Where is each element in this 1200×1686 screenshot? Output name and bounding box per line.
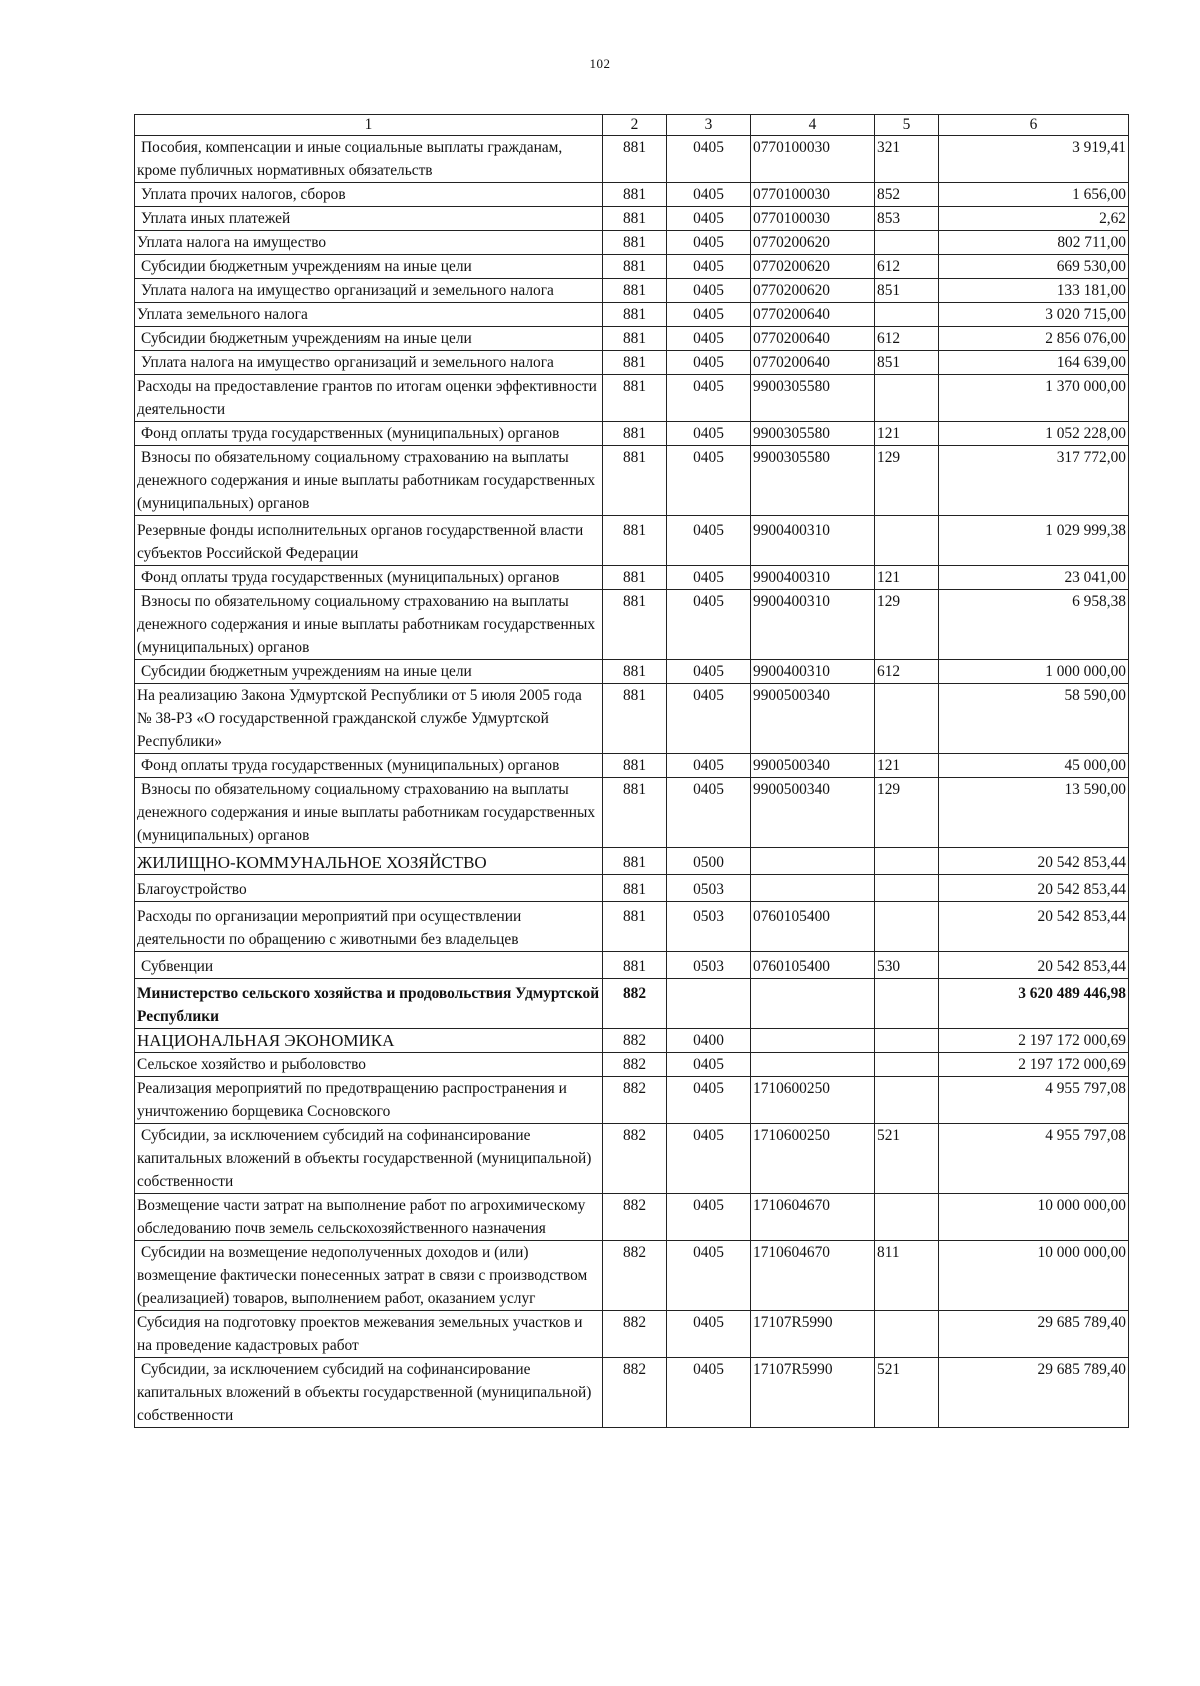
row-section-cell — [667, 979, 751, 1029]
row-target-cell: 9900400310 — [751, 516, 875, 566]
row-name-cell: ЖИЛИЩНО-КОММУНАЛЬНОЕ ХОЗЯЙСТВО — [135, 848, 603, 875]
row-target-cell — [751, 979, 875, 1029]
row-target-cell: 9900305580 — [751, 422, 875, 446]
row-code-cell: 881 — [603, 207, 667, 231]
row-amount-cell: 29 685 789,40 — [939, 1358, 1129, 1428]
table-row — [135, 351, 1129, 375]
row-amount-cell: 6 958,38 — [939, 590, 1129, 660]
row-amount-cell: 1 370 000,00 — [939, 375, 1129, 422]
row-code-cell: 881 — [603, 327, 667, 351]
row-code-cell: 882 — [603, 1077, 667, 1124]
row-amount-cell: 1 656,00 — [939, 183, 1129, 207]
row-section-cell: 0405 — [667, 566, 751, 590]
row-section-cell: 0405 — [667, 446, 751, 516]
row-type-cell: 851 — [875, 279, 939, 303]
row-target-cell: 9900500340 — [751, 684, 875, 754]
column-header: 2 — [603, 115, 667, 136]
row-code-cell: 881 — [603, 952, 667, 979]
row-type-cell: 521 — [875, 1124, 939, 1194]
row-type-cell — [875, 902, 939, 952]
row-name-cell: Взносы по обязательному социальному страхованию на выплаты денежного содержания и иные выплаты работникам государственных (муниципальных) органов — [135, 590, 603, 660]
row-name-cell: Уплата налога на имущество — [135, 231, 603, 255]
table-row — [135, 979, 1129, 1029]
row-amount-cell: 29 685 789,40 — [939, 1311, 1129, 1358]
column-header: 5 — [875, 115, 939, 136]
table-row — [135, 1358, 1129, 1428]
row-type-cell — [875, 1029, 939, 1053]
row-amount-cell: 58 590,00 — [939, 684, 1129, 754]
row-target-cell: 9900305580 — [751, 446, 875, 516]
row-section-cell: 0405 — [667, 303, 751, 327]
row-section-cell: 0500 — [667, 848, 751, 875]
row-amount-cell: 2 856 076,00 — [939, 327, 1129, 351]
row-target-cell: 17107R5990 — [751, 1358, 875, 1428]
row-target-cell: 0770200620 — [751, 279, 875, 303]
row-type-cell — [875, 303, 939, 327]
column-header: 6 — [939, 115, 1129, 136]
row-code-cell: 881 — [603, 660, 667, 684]
row-amount-cell: 13 590,00 — [939, 778, 1129, 848]
row-type-cell — [875, 375, 939, 422]
table-row — [135, 516, 1129, 566]
row-amount-cell: 133 181,00 — [939, 279, 1129, 303]
row-amount-cell: 20 542 853,44 — [939, 848, 1129, 875]
column-header: 1 — [135, 115, 603, 136]
row-code-cell: 881 — [603, 875, 667, 902]
row-section-cell: 0405 — [667, 1241, 751, 1311]
row-target-cell: 0770100030 — [751, 183, 875, 207]
row-section-cell: 0503 — [667, 902, 751, 952]
row-target-cell: 0770200640 — [751, 303, 875, 327]
row-section-cell: 0405 — [667, 207, 751, 231]
row-target-cell: 0770100030 — [751, 207, 875, 231]
table-row — [135, 778, 1129, 848]
row-name-cell: Фонд оплаты труда государственных (муниципальных) органов — [135, 754, 603, 778]
row-code-cell: 882 — [603, 1053, 667, 1077]
table-row — [135, 848, 1129, 875]
row-name-cell: Расходы по организации мероприятий при осуществлении деятельности по обращению с животными без владельцев — [135, 902, 603, 952]
table-row — [135, 231, 1129, 255]
table-header-row — [135, 115, 1129, 136]
row-name-cell: На реализацию Закона Удмуртской Республики от 5 июля 2005 года № 38-РЗ «О государственной гражданской службе Удмуртской Республики» — [135, 684, 603, 754]
row-target-cell: 1710604670 — [751, 1241, 875, 1311]
table-row — [135, 1077, 1129, 1124]
row-amount-cell: 4 955 797,08 — [939, 1077, 1129, 1124]
row-section-cell: 0503 — [667, 952, 751, 979]
row-section-cell: 0405 — [667, 590, 751, 660]
row-target-cell: 9900305580 — [751, 375, 875, 422]
row-amount-cell: 4 955 797,08 — [939, 1124, 1129, 1194]
row-type-cell: 129 — [875, 778, 939, 848]
row-code-cell: 881 — [603, 136, 667, 183]
row-code-cell: 881 — [603, 566, 667, 590]
row-name-cell: Взносы по обязательному социальному страхованию на выплаты денежного содержания и иные выплаты работникам государственных (муниципальных) органов — [135, 778, 603, 848]
row-target-cell — [751, 1053, 875, 1077]
row-amount-cell: 164 639,00 — [939, 351, 1129, 375]
row-target-cell — [751, 848, 875, 875]
row-type-cell: 121 — [875, 754, 939, 778]
row-section-cell: 0405 — [667, 422, 751, 446]
row-section-cell: 0405 — [667, 1124, 751, 1194]
row-target-cell: 0770200640 — [751, 327, 875, 351]
row-code-cell: 882 — [603, 1029, 667, 1053]
table-row — [135, 207, 1129, 231]
row-type-cell — [875, 848, 939, 875]
row-type-cell: 811 — [875, 1241, 939, 1311]
row-code-cell: 882 — [603, 979, 667, 1029]
row-amount-cell: 10 000 000,00 — [939, 1194, 1129, 1241]
row-section-cell: 0405 — [667, 1358, 751, 1428]
row-section-cell: 0405 — [667, 231, 751, 255]
column-header: 3 — [667, 115, 751, 136]
table-row — [135, 303, 1129, 327]
row-name-cell: Субсидии бюджетным учреждениям на иные цели — [135, 327, 603, 351]
row-section-cell: 0405 — [667, 1311, 751, 1358]
row-target-cell: 9900400310 — [751, 566, 875, 590]
row-section-cell: 0405 — [667, 327, 751, 351]
row-amount-cell: 20 542 853,44 — [939, 902, 1129, 952]
row-target-cell: 1710604670 — [751, 1194, 875, 1241]
row-name-cell: Резервные фонды исполнительных органов государственной власти субъектов Российской Федерации — [135, 516, 603, 566]
row-name-cell: Реализация мероприятий по предотвращению распространения и уничтожению борщевика Сосновского — [135, 1077, 603, 1124]
table-row — [135, 375, 1129, 422]
row-name-cell: Расходы на предоставление грантов по итогам оценки эффективности деятельности — [135, 375, 603, 422]
row-amount-cell: 23 041,00 — [939, 566, 1129, 590]
table-row — [135, 660, 1129, 684]
row-type-cell: 321 — [875, 136, 939, 183]
row-code-cell: 881 — [603, 902, 667, 952]
row-target-cell: 1710600250 — [751, 1124, 875, 1194]
row-section-cell: 0405 — [667, 1194, 751, 1241]
table-row — [135, 754, 1129, 778]
row-name-cell: Субсидии бюджетным учреждениям на иные цели — [135, 255, 603, 279]
row-section-cell: 0405 — [667, 279, 751, 303]
row-type-cell: 521 — [875, 1358, 939, 1428]
row-code-cell: 881 — [603, 279, 667, 303]
row-name-cell: Взносы по обязательному социальному страхованию на выплаты денежного содержания и иные выплаты работникам государственных (муниципальных) органов — [135, 446, 603, 516]
row-target-cell: 0770100030 — [751, 136, 875, 183]
row-name-cell: Фонд оплаты труда государственных (муниципальных) органов — [135, 566, 603, 590]
row-name-cell: Благоустройство — [135, 875, 603, 902]
row-target-cell: 9900400310 — [751, 590, 875, 660]
row-code-cell: 882 — [603, 1358, 667, 1428]
row-target-cell: 0770200620 — [751, 255, 875, 279]
table-row — [135, 1194, 1129, 1241]
row-code-cell: 882 — [603, 1124, 667, 1194]
row-name-cell: Министерство сельского хозяйства и продовольствия Удмуртской Республики — [135, 979, 603, 1029]
column-header: 4 — [751, 115, 875, 136]
row-type-cell — [875, 231, 939, 255]
row-type-cell: 121 — [875, 422, 939, 446]
row-amount-cell: 45 000,00 — [939, 754, 1129, 778]
row-code-cell: 881 — [603, 754, 667, 778]
row-code-cell: 881 — [603, 590, 667, 660]
row-name-cell: Субсидии бюджетным учреждениям на иные цели — [135, 660, 603, 684]
row-section-cell: 0405 — [667, 516, 751, 566]
row-code-cell: 881 — [603, 351, 667, 375]
row-code-cell: 881 — [603, 255, 667, 279]
row-type-cell: 121 — [875, 566, 939, 590]
row-section-cell: 0405 — [667, 778, 751, 848]
table-row — [135, 1311, 1129, 1358]
row-type-cell — [875, 875, 939, 902]
row-code-cell: 882 — [603, 1311, 667, 1358]
table-row — [135, 327, 1129, 351]
row-type-cell: 852 — [875, 183, 939, 207]
row-name-cell: Пособия, компенсации и иные социальные выплаты гражданам, кроме публичных нормативных обязательств — [135, 136, 603, 183]
table-row — [135, 684, 1129, 754]
row-type-cell — [875, 1053, 939, 1077]
row-type-cell — [875, 979, 939, 1029]
row-name-cell: Субсидии на возмещение недополученных доходов и (или) возмещение фактически понесенных затрат в связи с производством (реализацией) товаров, выполнением работ, оказанием услуг — [135, 1241, 603, 1311]
row-type-cell: 530 — [875, 952, 939, 979]
row-target-cell: 0770200620 — [751, 231, 875, 255]
row-name-cell: Субвенции — [135, 952, 603, 979]
row-type-cell — [875, 1194, 939, 1241]
row-section-cell: 0405 — [667, 1053, 751, 1077]
row-section-cell: 0503 — [667, 875, 751, 902]
table-row — [135, 279, 1129, 303]
row-name-cell: Уплата налога на имущество организаций и земельного налога — [135, 279, 603, 303]
page-number: 102 — [589, 56, 611, 71]
row-type-cell: 853 — [875, 207, 939, 231]
row-type-cell — [875, 516, 939, 566]
table-body — [135, 136, 1129, 1428]
row-type-cell — [875, 684, 939, 754]
row-name-cell: Субсидия на подготовку проектов межевания земельных участков и на проведение кадастровых работ — [135, 1311, 603, 1358]
row-section-cell: 0405 — [667, 754, 751, 778]
budget-table — [134, 114, 1129, 1428]
row-code-cell: 881 — [603, 375, 667, 422]
table-row — [135, 183, 1129, 207]
row-code-cell: 881 — [603, 848, 667, 875]
row-type-cell: 129 — [875, 590, 939, 660]
table-row — [135, 1241, 1129, 1311]
row-code-cell: 881 — [603, 422, 667, 446]
table-row — [135, 1124, 1129, 1194]
table-row — [135, 875, 1129, 902]
row-name-cell: Фонд оплаты труда государственных (муниципальных) органов — [135, 422, 603, 446]
row-target-cell: 0760105400 — [751, 952, 875, 979]
row-code-cell: 881 — [603, 231, 667, 255]
row-section-cell: 0405 — [667, 660, 751, 684]
table-row — [135, 136, 1129, 183]
row-amount-cell: 2 197 172 000,69 — [939, 1029, 1129, 1053]
row-amount-cell: 2,62 — [939, 207, 1129, 231]
row-section-cell: 0405 — [667, 375, 751, 422]
row-code-cell: 881 — [603, 446, 667, 516]
row-target-cell: 17107R5990 — [751, 1311, 875, 1358]
row-type-cell: 612 — [875, 327, 939, 351]
row-amount-cell: 3 620 489 446,98 — [939, 979, 1129, 1029]
row-amount-cell: 1 052 228,00 — [939, 422, 1129, 446]
row-section-cell: 0405 — [667, 684, 751, 754]
row-amount-cell: 2 197 172 000,69 — [939, 1053, 1129, 1077]
row-name-cell: Уплата налога на имущество организаций и земельного налога — [135, 351, 603, 375]
row-code-cell: 881 — [603, 684, 667, 754]
table-row — [135, 952, 1129, 979]
row-amount-cell: 10 000 000,00 — [939, 1241, 1129, 1311]
row-type-cell: 851 — [875, 351, 939, 375]
row-amount-cell: 1 029 999,38 — [939, 516, 1129, 566]
row-amount-cell: 669 530,00 — [939, 255, 1129, 279]
table-row — [135, 566, 1129, 590]
table-row — [135, 446, 1129, 516]
row-target-cell — [751, 1029, 875, 1053]
row-name-cell: Уплата иных платежей — [135, 207, 603, 231]
row-type-cell: 612 — [875, 660, 939, 684]
row-name-cell: НАЦИОНАЛЬНАЯ ЭКОНОМИКА — [135, 1029, 603, 1053]
table-row — [135, 1053, 1129, 1077]
row-target-cell: 9900500340 — [751, 778, 875, 848]
row-code-cell: 882 — [603, 1194, 667, 1241]
row-name-cell: Сельское хозяйство и рыболовство — [135, 1053, 603, 1077]
row-target-cell — [751, 875, 875, 902]
row-amount-cell: 3 919,41 — [939, 136, 1129, 183]
row-target-cell: 9900400310 — [751, 660, 875, 684]
row-amount-cell: 3 020 715,00 — [939, 303, 1129, 327]
row-type-cell: 612 — [875, 255, 939, 279]
row-amount-cell: 317 772,00 — [939, 446, 1129, 516]
row-code-cell: 882 — [603, 1241, 667, 1311]
row-section-cell: 0400 — [667, 1029, 751, 1053]
table-row — [135, 1029, 1129, 1053]
row-section-cell: 0405 — [667, 255, 751, 279]
row-type-cell: 129 — [875, 446, 939, 516]
row-name-cell: Уплата земельного налога — [135, 303, 603, 327]
row-code-cell: 881 — [603, 183, 667, 207]
table-row — [135, 255, 1129, 279]
row-target-cell: 9900500340 — [751, 754, 875, 778]
row-target-cell: 0770200640 — [751, 351, 875, 375]
row-section-cell: 0405 — [667, 183, 751, 207]
row-amount-cell: 20 542 853,44 — [939, 952, 1129, 979]
row-target-cell: 0760105400 — [751, 902, 875, 952]
row-section-cell: 0405 — [667, 1077, 751, 1124]
row-name-cell: Возмещение части затрат на выполнение работ по агрохимическому обследованию почв земель сельскохозяйственного назначения — [135, 1194, 603, 1241]
row-type-cell — [875, 1077, 939, 1124]
row-amount-cell: 20 542 853,44 — [939, 875, 1129, 902]
row-section-cell: 0405 — [667, 136, 751, 183]
table-row — [135, 902, 1129, 952]
row-amount-cell: 802 711,00 — [939, 231, 1129, 255]
row-type-cell — [875, 1311, 939, 1358]
table-row — [135, 422, 1129, 446]
row-amount-cell: 1 000 000,00 — [939, 660, 1129, 684]
row-code-cell: 881 — [603, 516, 667, 566]
row-name-cell: Уплата прочих налогов, сборов — [135, 183, 603, 207]
row-name-cell: Субсидии, за исключением субсидий на софинансирование капитальных вложений в объекты государственной (муниципальной) собственности — [135, 1358, 603, 1428]
row-section-cell: 0405 — [667, 351, 751, 375]
row-code-cell: 881 — [603, 303, 667, 327]
row-code-cell: 881 — [603, 778, 667, 848]
table-row — [135, 590, 1129, 660]
row-name-cell: Субсидии, за исключением субсидий на софинансирование капитальных вложений в объекты государственной (муниципальной) собственности — [135, 1124, 603, 1194]
row-target-cell: 1710600250 — [751, 1077, 875, 1124]
